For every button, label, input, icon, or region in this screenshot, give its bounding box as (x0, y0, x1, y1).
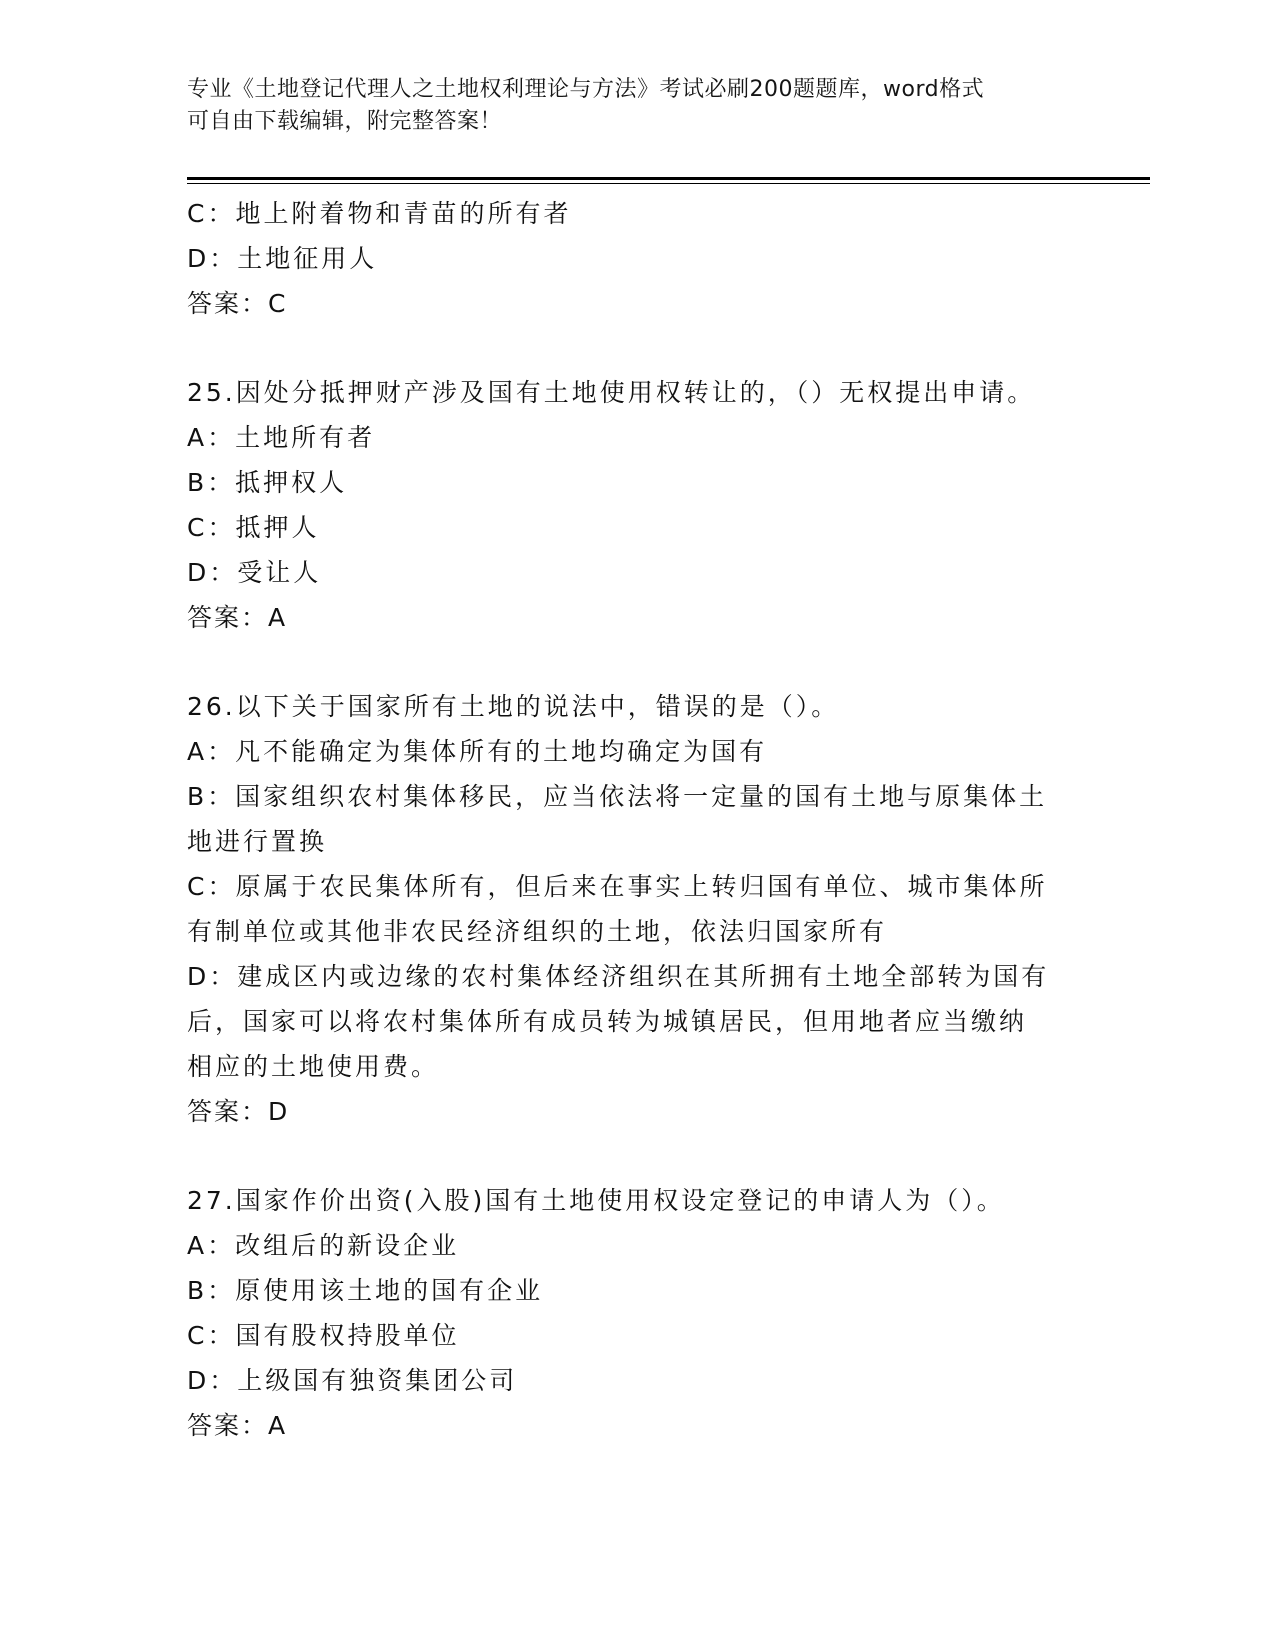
answer-line: 答案：D (187, 1097, 290, 1126)
option-c: C：地上附着物和青苗的所有者 (187, 199, 572, 228)
question-block-26 (187, 684, 1087, 1134)
option-a: A：改组后的新设企业 (187, 1231, 460, 1260)
answer-line: 答案：A (187, 603, 288, 632)
question-content (187, 191, 1087, 1448)
option-b: B：抵押权人 (187, 468, 348, 497)
option-d-line-3: 相应的土地使用费。 (187, 1052, 440, 1081)
option-c: C：国有股权持股单位 (187, 1321, 460, 1350)
spacer (187, 1134, 1087, 1178)
header-line-1: 专业《土地登记代理人之土地权利理论与方法》考试必刷200题题库，word格式 (187, 77, 985, 102)
question-block-27 (187, 1178, 1087, 1448)
question-text: 26.以下关于国家所有土地的说法中，错误的是（）。 (187, 692, 840, 721)
answer-line: 答案：C (187, 289, 288, 318)
question-text: 25.因处分抵押财产涉及国有土地使用权转让的，（）无权提出申请。 (187, 378, 1036, 407)
question-block-25 (187, 370, 1087, 640)
answer-line: 答案：A (187, 1411, 288, 1440)
option-c: C：抵押人 (187, 513, 320, 542)
option-d: D：受让人 (187, 558, 322, 587)
question-text: 27.国家作价出资(入股)国有土地使用权设定登记的申请人为（）。 (187, 1186, 1005, 1215)
option-d-line-1: D：建成区内或边缘的农村集体经济组织在其所拥有土地全部转为国有 (187, 962, 1050, 991)
option-b-line-1: B：国家组织农村集体移民，应当依法将一定量的国有土地与原集体土 (187, 782, 1048, 811)
option-d: D：土地征用人 (187, 244, 378, 273)
option-c-line-2: 有制单位或其他非农民经济组织的土地，依法归国家所有 (187, 917, 888, 946)
option-c-line-1: C：原属于农民集体所有，但后来在事实上转归国有单位、城市集体所 (187, 872, 1048, 901)
option-a: A：凡不能确定为集体所有的土地均确定为国有 (187, 737, 768, 766)
option-d: D：上级国有独资集团公司 (187, 1366, 518, 1395)
option-a: A：土地所有者 (187, 423, 376, 452)
question-block-24-tail (187, 191, 1087, 326)
document-header (187, 74, 1067, 138)
spacer (187, 640, 1087, 684)
option-d-line-2: 后，国家可以将农村集体所有成员转为城镇居民，但用地者应当缴纳 (187, 1007, 1028, 1036)
spacer (187, 326, 1087, 370)
header-line-2: 可自由下载编辑，附完整答案！ (187, 109, 503, 134)
header-divider-thick (187, 177, 1150, 180)
option-b: B：原使用该土地的国有企业 (187, 1276, 544, 1305)
option-b-line-2: 地进行置换 (187, 827, 328, 856)
header-divider-thin (187, 183, 1150, 184)
